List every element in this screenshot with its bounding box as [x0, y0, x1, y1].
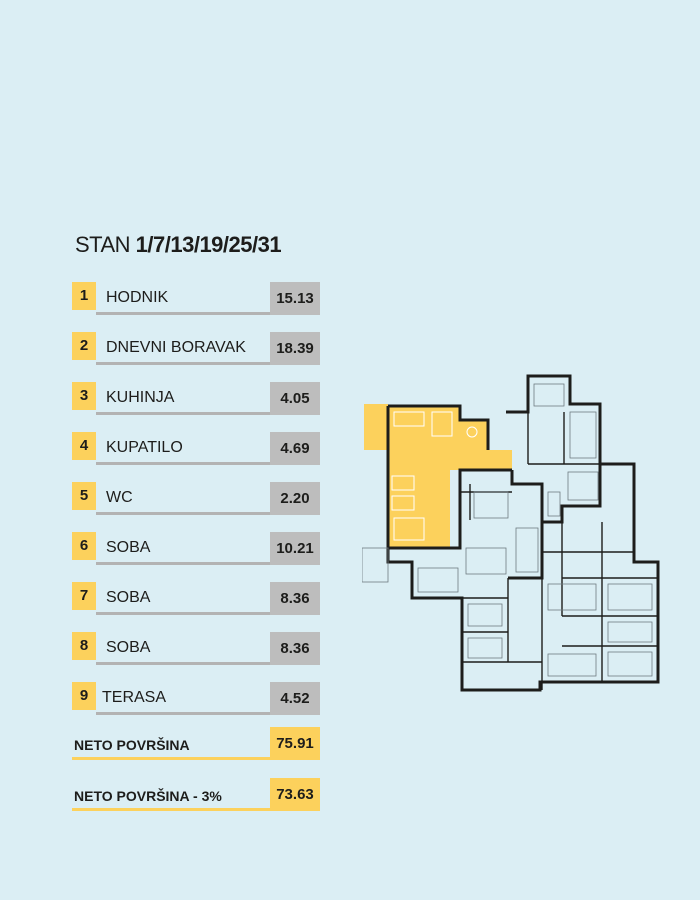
net-area-3-row [72, 778, 320, 813]
room-area: 8.36 [270, 632, 320, 665]
room-underline [96, 312, 270, 315]
net-area-3-label: NETO POVRŠINA - 3% [74, 788, 222, 804]
net-area-label: NETO POVRŠINA [74, 737, 190, 753]
net-area-value: 75.91 [270, 727, 320, 760]
room-area: 8.36 [270, 582, 320, 615]
room-underline [96, 462, 270, 465]
room-name: SOBA [106, 639, 151, 656]
room-row [72, 382, 320, 417]
room-name: HODNIK [106, 289, 169, 306]
room-name: DNEVNI BORAVAK [106, 339, 246, 356]
room-row [72, 482, 320, 517]
room-name: SOBA [106, 589, 151, 606]
room-area: 2.20 [270, 482, 320, 515]
room-name: KUPATILO [106, 439, 183, 456]
room-name: TERASA [102, 689, 167, 706]
title-number: 1/7/13/19/25/31 [135, 232, 282, 257]
room-name: SOBA [106, 539, 151, 556]
room-row [72, 432, 320, 467]
room-index: 7 [72, 582, 96, 610]
room-row [72, 682, 320, 717]
net-area-underline [72, 757, 270, 760]
room-area: 4.05 [270, 382, 320, 415]
room-list [72, 282, 320, 732]
room-underline [96, 562, 270, 565]
room-row [72, 332, 320, 367]
room-index: 3 [72, 382, 96, 410]
room-name: WC [106, 489, 133, 506]
title-prefix: STAN [75, 232, 131, 257]
room-index: 6 [72, 532, 96, 560]
room-index: 4 [72, 432, 96, 460]
net-area-row [72, 727, 320, 762]
room-area: 18.39 [270, 332, 320, 365]
room-area: 10.21 [270, 532, 320, 565]
room-index: 8 [72, 632, 96, 660]
room-underline [96, 712, 270, 715]
room-area: 4.52 [270, 682, 320, 715]
room-underline [96, 662, 270, 665]
room-underline [96, 412, 270, 415]
room-index: 1 [72, 282, 96, 310]
net-area-3-value: 73.63 [270, 778, 320, 811]
room-index: 9 [72, 682, 96, 710]
apartment-title [75, 232, 281, 258]
room-name: KUHINJA [106, 389, 175, 406]
floor-plan [362, 372, 664, 692]
room-underline [96, 512, 270, 515]
room-underline [96, 362, 270, 365]
room-index: 2 [72, 332, 96, 360]
highlighted-apartment [364, 404, 512, 548]
net-area-3-underline [72, 808, 270, 811]
room-row [72, 632, 320, 667]
room-row [72, 282, 320, 317]
room-row [72, 532, 320, 567]
room-row [72, 582, 320, 617]
room-index: 5 [72, 482, 96, 510]
room-underline [96, 612, 270, 615]
room-area: 4.69 [270, 432, 320, 465]
room-area: 15.13 [270, 282, 320, 315]
